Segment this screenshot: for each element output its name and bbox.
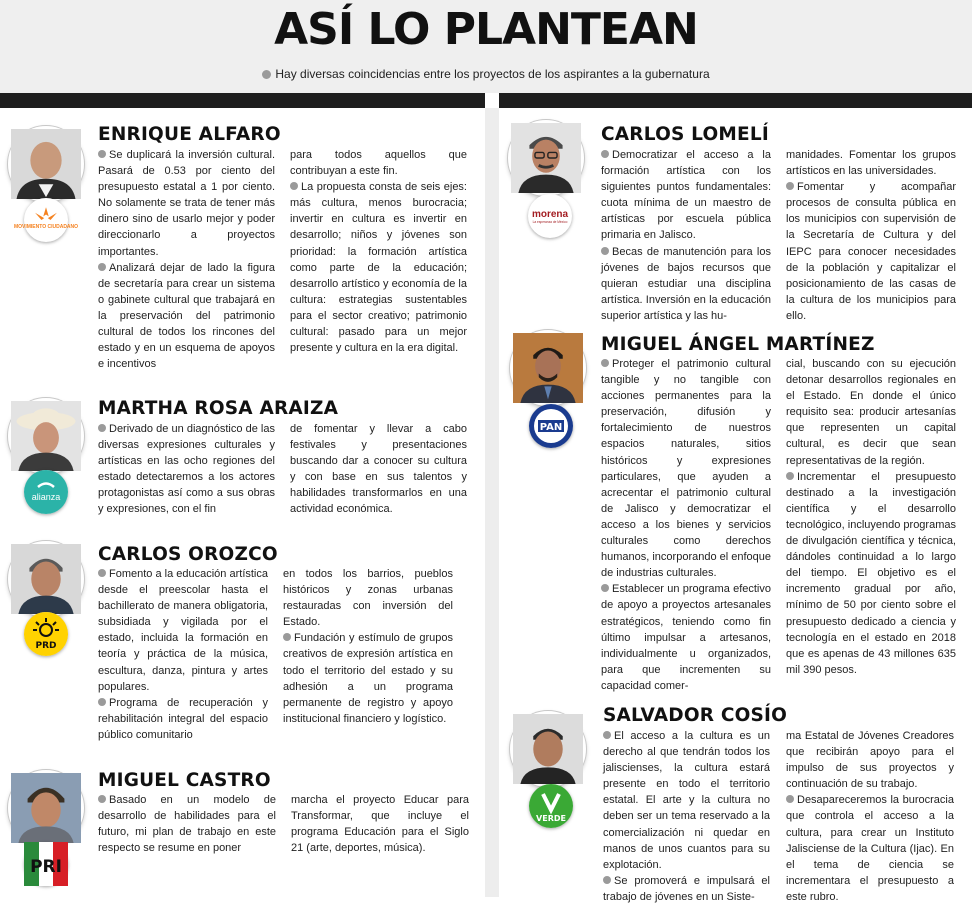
- proposal-paragraph: de fomentar y llevar a cabo festivales y presentaciones buscando dar a conocer su cultura y con base en sus talentos y habilidades transformarlos en una actividad económica.: [290, 423, 467, 516]
- candidate-name: CARLOS LOMELÍ: [601, 124, 769, 145]
- candidate-photo: [508, 120, 584, 196]
- candidate-photo: [8, 398, 84, 474]
- proposal-column-1: [98, 566, 268, 743]
- proposal-paragraph: Proteger el patrimonio cultural tangible y no tangible con acciones permanentes para la preservación, difusión y fortalecimiento de nuestros espacios naturales, sitios históricos y expresiones particulares, que ayuden a acrecentar el patrimonio cultural de Jalisco y democratizar el acceso a los bienes y servicios culturales como derechos humanos, incorporando el enfoque de industrias culturales.: [601, 358, 772, 580]
- proposal-paragraph: Becas de manutención para los jóvenes de bajos recursos que quieran estudiar una disciplina artística. Inversión en la educación superior artística y las hu-: [601, 245, 771, 322]
- candidate-name: MIGUEL CASTRO: [98, 770, 271, 791]
- divider-bar-left: [0, 93, 485, 108]
- bullet-icon: [601, 150, 609, 158]
- proposal-column-2: [786, 728, 954, 905]
- bullet-icon: [603, 731, 611, 739]
- candidate-name: MIGUEL ÁNGEL MARTÍNEZ: [601, 334, 875, 355]
- proposal-paragraph: Derivado de un diagnóstico de las diversas expresiones culturales y artísticas en las ocho regiones del estado detectaremos a los actores protagonistas así como a sus obras y expresiones, con el fin: [98, 423, 275, 516]
- bullet-icon: [786, 472, 794, 480]
- svg-text:morena: morena: [531, 209, 569, 220]
- subtitle-text: Hay diversas coincidencias entre los proyectos de los aspirantes a la gubernatura: [275, 67, 710, 81]
- proposal-paragraph: Se promoverá e impulsará el trabajo de jóvenes en un Siste-: [603, 874, 770, 903]
- proposal-column-2: [786, 356, 956, 678]
- bullet-icon: [98, 424, 106, 432]
- svg-text:alianza: alianza: [31, 492, 61, 502]
- svg-text:La esperanza de México: La esperanza de México: [532, 220, 568, 224]
- party-logo-prd: [24, 612, 68, 656]
- proposal-column-1: [98, 421, 275, 518]
- candidate-photo: [8, 541, 84, 617]
- party-logo-verde: [529, 784, 573, 828]
- candidate-photo: [510, 711, 586, 787]
- proposal-paragraph: Fundación y estímulo de grupos creativos de expresión artística en todo el territorio del estado y su adhesión a un programa permanente de registro y apoyo institucional financiero y logístico.: [283, 632, 453, 725]
- party-logo-morena: [528, 194, 572, 238]
- header: [0, 0, 972, 93]
- proposal-column-2: [291, 792, 469, 856]
- party-logo-pri: [24, 842, 68, 886]
- proposal-paragraph: ma Estatal de Jóvenes Creadores que recibirán apoyo para el impulso de sus proyectos y continuación de su trabajo.: [786, 730, 954, 791]
- proposal-paragraph: Fomentar y acompañar procesos de consulta pública en los municipios con supervisión de la Secretaría de Cultura y del IEPC para conocer necesidades de la población y capitalizar el posicionamiento de las casas de la cultura de los municipios para ello.: [786, 181, 956, 322]
- svg-text:PRD: PRD: [35, 641, 57, 651]
- proposal-paragraph: El acceso a la cultura es un derecho al que tendrán todos los jaliscienses, la cultura estará presente en todo el territorio estatal. El arte y la cultura no deben ser un tema reservado a la comercialización ni quedar en manos de unos cuantos para su explotación.: [603, 730, 770, 871]
- bullet-icon: [98, 263, 106, 271]
- bullet-icon: [98, 569, 106, 577]
- proposal-paragraph: cial, buscando con su ejecución detonar desarrollos regionales en el Estado. En donde el único requisito sea: producir artesanías que representen un capital cultural, es decir que sean representativas de la región.: [786, 358, 956, 467]
- proposal-paragraph: Basado en un modelo de desarrollo de habilidades para el futuro, mi plan de trabajo en este respecto se resume en poner: [98, 794, 276, 855]
- svg-text:PAN: PAN: [539, 422, 563, 433]
- proposal-column-2: [786, 147, 956, 324]
- candidate-photo: [8, 126, 84, 202]
- proposal-column-2: [290, 147, 467, 356]
- bullet-icon: [98, 795, 106, 803]
- proposal-column-2: [290, 421, 467, 518]
- bullet-icon: [290, 182, 298, 190]
- proposal-column-1: [98, 147, 275, 372]
- party-logo-movimiento-ciudadano: [13, 198, 79, 242]
- proposal-paragraph: Fomento a la educación artística desde el preescolar hasta el bachillerato de manera obligatoria, subsidiada y vigilada por el estado, incluida la formación en teoría y práctica de la música, escultura, danza, pintura y artes populares.: [98, 568, 268, 693]
- candidate-photo: [8, 770, 84, 846]
- page-subtitle: [0, 66, 972, 82]
- candidate-name: ENRIQUE ALFARO: [98, 124, 281, 145]
- proposal-paragraph: para todos aquellos que contribuyan a este fin.: [290, 149, 467, 178]
- column-gutter: [485, 108, 499, 897]
- svg-text:MOVIMIENTO CIUDADANO: MOVIMIENTO CIUDADANO: [13, 224, 79, 231]
- party-logo-pan: [529, 404, 573, 448]
- proposal-paragraph: Democratizar el acceso a la formación artística con los siguientes puntos fundamentales: cuota mínima de un maestro de artísticas por escuela pública primaria en Jalisco.: [601, 149, 771, 242]
- svg-text:VERDE: VERDE: [536, 814, 566, 823]
- page-title: ASÍ LO PLANTEAN: [274, 4, 698, 55]
- proposal-column-1: [601, 356, 771, 694]
- proposal-paragraph: Programa de recuperación y rehabilitación integral del espacio público comunitario: [98, 696, 268, 741]
- candidate-name: MARTHA ROSA ARAIZA: [98, 398, 339, 419]
- proposal-paragraph: Se duplicará la inversión cultural. Pasará de 0.53 por ciento del presupuesto estatal a 1 por ciento. No solamente se trata de tener más dinero sino de usarlo mejor y poder direccionarlo a proyectos importantes.: [98, 149, 275, 258]
- proposal-paragraph: Analizará dejar de lado la figura de secretaría para crear un sistema o gabinete cultural que trabajará en la preservación del patrimonio cultural de todos los rincones del estado y en un esquema de apoyos e incentivos: [98, 261, 275, 371]
- bullet-icon: [601, 584, 609, 592]
- candidate-name: CARLOS OROZCO: [98, 544, 278, 565]
- proposal-column-1: [601, 147, 771, 324]
- proposal-column-1: [98, 792, 276, 856]
- bullet-icon: [283, 633, 291, 641]
- proposal-paragraph: La propuesta consta de seis ejes: más cultura, menos burocracia; invertir en cultura es invertir en desarrollo; niños y jóvenes son prioridad: la formación artística como parte de la educación; desarrollo artístico y economía de la cultura: estrategias sustentables para el sector creativo; patrimonio cultural: pasado para un mejor presente y cultura en la era digital.: [290, 181, 467, 355]
- candidate-photo: [510, 330, 586, 406]
- divider-bar-right: [499, 93, 972, 108]
- candidate-name: SALVADOR COSÍO: [603, 705, 788, 726]
- bullet-icon: [262, 70, 271, 79]
- bullet-icon: [786, 795, 794, 803]
- bullet-icon: [98, 150, 106, 158]
- bullet-icon: [601, 359, 609, 367]
- party-logo-alianza: [24, 470, 68, 514]
- proposal-paragraph: manidades. Fomentar los grupos artísticos en las universidades.: [786, 149, 956, 178]
- proposal-paragraph: Establecer un programa efectivo de apoyo a proyectos artesanales estratégicos, teniendo como fin último impulsar a artesanos, individualmente u organizados, para que incrementen su capacidad comer-: [601, 583, 771, 692]
- proposal-paragraph: Desapareceremos la burocracia que controla el acceso a la cultura, para crear un Instituto Jalisciense de la Cultura (Ijac). En el tema de ciencia se incrementara el presupuesto a este rubro.: [786, 794, 954, 903]
- proposal-paragraph: Incrementar el presupuesto destinado a la investigación científica y el desarrollo tecnológico, incluyendo programas de divulgación científica y técnica, dándoles continuidad a lo largo del tiempo. El objetivo es el incremento gradual por año, mínimo de 50 por ciento sobre el presupuesto dedicado a ciencia y tecnología en el estado en 2018 que es apenas de 43 millones 635 mil 390 pesos.: [786, 470, 956, 676]
- proposal-column-2: [283, 566, 453, 727]
- svg-text:PRI: PRI: [30, 857, 62, 877]
- bullet-icon: [603, 876, 611, 884]
- bullet-icon: [601, 247, 609, 255]
- proposal-paragraph: en todos los barrios, pueblos históricos y zonas urbanas restauradas con inversión del Estado.: [283, 568, 453, 629]
- bullet-icon: [786, 182, 794, 190]
- bullet-icon: [98, 698, 106, 706]
- proposal-paragraph: marcha el proyecto Educar para Transformar, que incluye el programa Educación para el Siglo 21 (arte, deportes, música).: [291, 794, 469, 855]
- proposal-column-1: [603, 728, 770, 905]
